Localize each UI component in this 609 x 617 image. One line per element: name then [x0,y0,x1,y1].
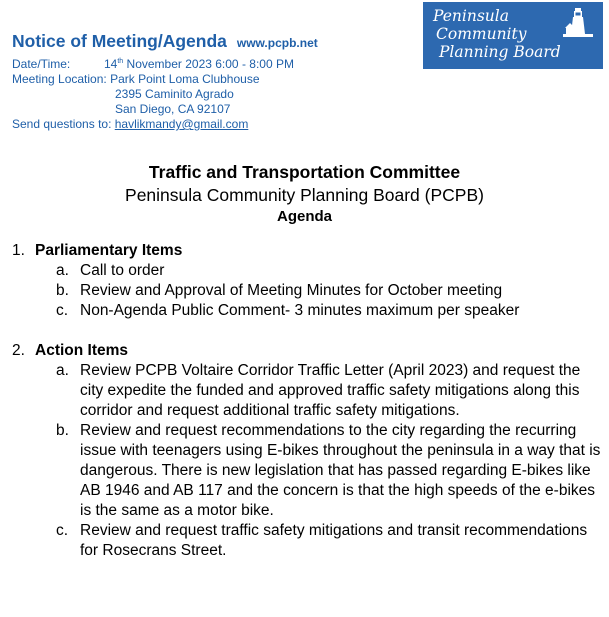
section-number: 2. [12,342,25,359]
agenda-section-parliamentary [12,241,602,321]
agenda-heading: Agenda [276,208,332,225]
logo-line-2: Community [436,25,527,43]
location-label: Meeting Location: [12,72,107,86]
location-row [12,72,318,87]
location-city: San Diego, CA 92107 [115,102,231,116]
location-street: 2395 Caminito Agrado [115,87,234,101]
notice-title-text: Notice of Meeting/Agenda [12,31,227,51]
item-letter: b. [56,282,69,299]
item-letter: c. [56,302,69,319]
item-text: Review and request traffic safety mitigations and transit recommendations for Rosecrans Street. [80,522,588,559]
website-link[interactable]: www.pcpb.net [236,36,318,50]
agenda-item [12,261,602,281]
item-letter: a. [56,362,69,379]
datetime-label: Date/Time: [12,57,71,71]
item-text: Call to order [80,262,165,279]
item-text: Review PCPB Voltaire Corridor Traffic Letter (April 2023) and request the city expedite the funded and approved traffic safety mitigations along this corridor and request additional traffic safety mitigations. [80,362,581,419]
item-text: Non-Agenda Public Comment- 3 minutes maximum per speaker [80,302,520,319]
pcpb-logo [423,2,603,69]
logo-line-3: Planning Board [439,43,561,61]
section-number: 1. [12,242,25,259]
item-text: Review and request recommendations to the city regarding the recurring issue with teenagers using E-bikes throughout the peninsula in a way that is dangerous. There is new legislation that has passed regarding E-bikes like AB 1946 and AB 117 and the concern is that the high speeds of the e-bikes is the same as a motor bike. [80,422,601,519]
meeting-notice-header [12,30,318,132]
agenda-section-action [12,341,602,561]
datetime-row [12,54,318,72]
logo-line-1: Peninsula [433,7,509,25]
section-title: Action Items [35,342,129,359]
agenda-item [12,421,602,521]
committee-title-block [0,161,609,227]
agenda-item [12,301,602,321]
datetime-value: November 2023 6:00 - 8:00 PM [123,57,294,71]
datetime-suffix: th [117,58,124,65]
notice-title [12,30,318,54]
meeting-details [12,54,318,132]
agenda-item [12,281,602,301]
agenda-item [12,361,602,421]
agenda-item [12,521,602,561]
questions-row [12,117,318,132]
item-text: Review and Approval of Meeting Minutes for October meeting [80,282,503,299]
questions-label: Send questions to: [12,117,112,131]
section-heading [12,241,602,261]
item-letter: c. [56,522,69,539]
section-title: Parliamentary Items [35,242,183,259]
questions-email-link[interactable]: havlikmandy@gmail.com [114,117,249,131]
board-title: Peninsula Community Planning Board (PCPB) [125,185,484,205]
datetime-day: 14 [104,57,118,71]
agenda-list [12,241,602,581]
section-heading [12,341,602,361]
item-letter: b. [56,422,69,439]
committee-title: Traffic and Transportation Committee [148,162,461,182]
lighthouse-icon [563,6,593,40]
location-name: Park Point Loma Clubhouse [110,72,260,86]
item-letter: a. [56,262,69,279]
